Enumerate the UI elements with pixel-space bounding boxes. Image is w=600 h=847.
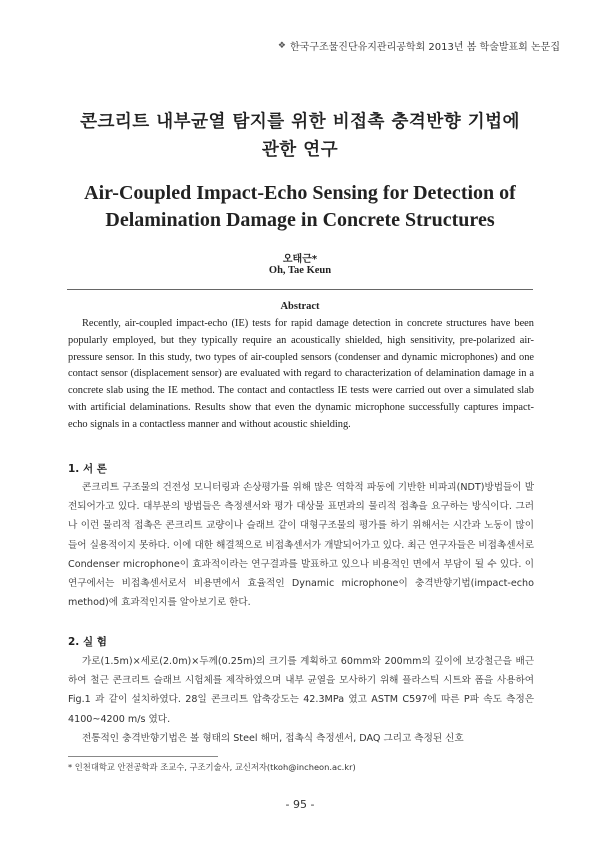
abstract-text: Recently, air-coupled impact-echo (IE) tests for rapid damage detection in concrete structures have been popularly employed, but they typically require an acoustically shielded, high sensitivity, pre-polarized air-pressure sensor. In this study, two types of air-coupled sensors (condenser and dynamic microphones) and one contact sensor (displacement sensor) are evaluated with regard to characterization of delamination damage in a concrete slab using the IE method. The contact and contactless IE tests were carried out over a simulated slab with artificial delaminations. Results show that even the dynamic microphone successfully captures impact-echo signals in a contactless manner and without acoustic shielding. (68, 318, 534, 430)
english-title (40, 180, 560, 234)
section-2-body (68, 652, 534, 748)
english-title-line-1: Air-Coupled Impact-Echo Sensing for Detection of (84, 182, 516, 204)
korean-title-line-2: 관한 연구 (261, 140, 339, 160)
footnote: * 인천대학교 안전공학과 조교수, 구조기술사, 교신저자(tkoh@incheon.ac.kr) (68, 762, 356, 772)
footnote-divider (68, 756, 218, 757)
section-1-heading: 1. 서 론 (68, 463, 107, 475)
title-divider (67, 289, 533, 290)
author-korean: 오태근* (282, 254, 318, 265)
page-number: - 95 - (285, 798, 315, 811)
author-english: Oh, Tae Keun (268, 265, 332, 276)
diamond-bullet-icon: ❖ (277, 40, 286, 51)
abstract-heading: Abstract (280, 301, 320, 312)
section-2-paragraph-1: 가로(1.5m)×세로(2.0m)×두께(0.25m)의 크기를 계획하고 60mm와 200mm의 깊이에 보강철근을 배근하여 철근 콘크리트 슬래브 시험체를 제작하였으며 내부 균열을 모사하기 위해 플라스틱 시트와 폼을 사용하여 Fig.1 과 같이 설치하였다. 28일 콘크리트 압축강도는 42.3MPa 였고 ASTM C597에 따른 P파 속도 측정은 4100~4200 m/s 였다. (68, 656, 534, 725)
proceedings-header (278, 38, 560, 53)
korean-title-line-1: 콘크리트 내부균열 탐지를 위한 비접촉 충격반향 기법에 (80, 112, 520, 132)
proceedings-title: 한국구조물진단유지관리공학회 2013년 봄 학술발표회 논문집 (289, 42, 560, 53)
section-1-body (68, 478, 534, 612)
korean-title (40, 108, 560, 164)
section-1-paragraph: 콘크리트 구조물의 건전성 모니터링과 손상평가를 위해 많은 역학적 파동에 기반한 비파괴(NDT)방법들이 발전되어가고 있다. 대부분의 방법들은 측정센서와 평가 대상물 표면과의 물리적 접촉을 요구하는 방식이다. 그러나 이런 물리적 접촉은 콘크리트 교량이나 슬래브 같이 대형구조물의 평가를 하기 위해서는 시간과 노동이 많이 들어 실용적이지 못하다. 이에 대한 해결책으로 비접촉센서가 개발되어가고 있다. 최근 연구자들은 비접촉센서로 Condenser microphone이 효과적이라는 연구결과를 발표하고 있으나 비용적인 면에서 부담이 될 수 있다. 이 연구에서는 비접촉센서로서 비용면에서 효율적인 Dynamic microphone이 충격반향기법(impact-echo method)에 효과적인지를 알아보기로 한다. (68, 482, 534, 609)
section-2-paragraph-2: 전통적인 충격반향기법은 볼 형태의 Steel 해머, 접촉식 측정센서, DAQ 그리고 측정된 신호 (82, 732, 464, 744)
section-2-heading: 2. 실 험 (68, 636, 107, 648)
english-title-line-2: Delamination Damage in Concrete Structures (105, 209, 495, 231)
